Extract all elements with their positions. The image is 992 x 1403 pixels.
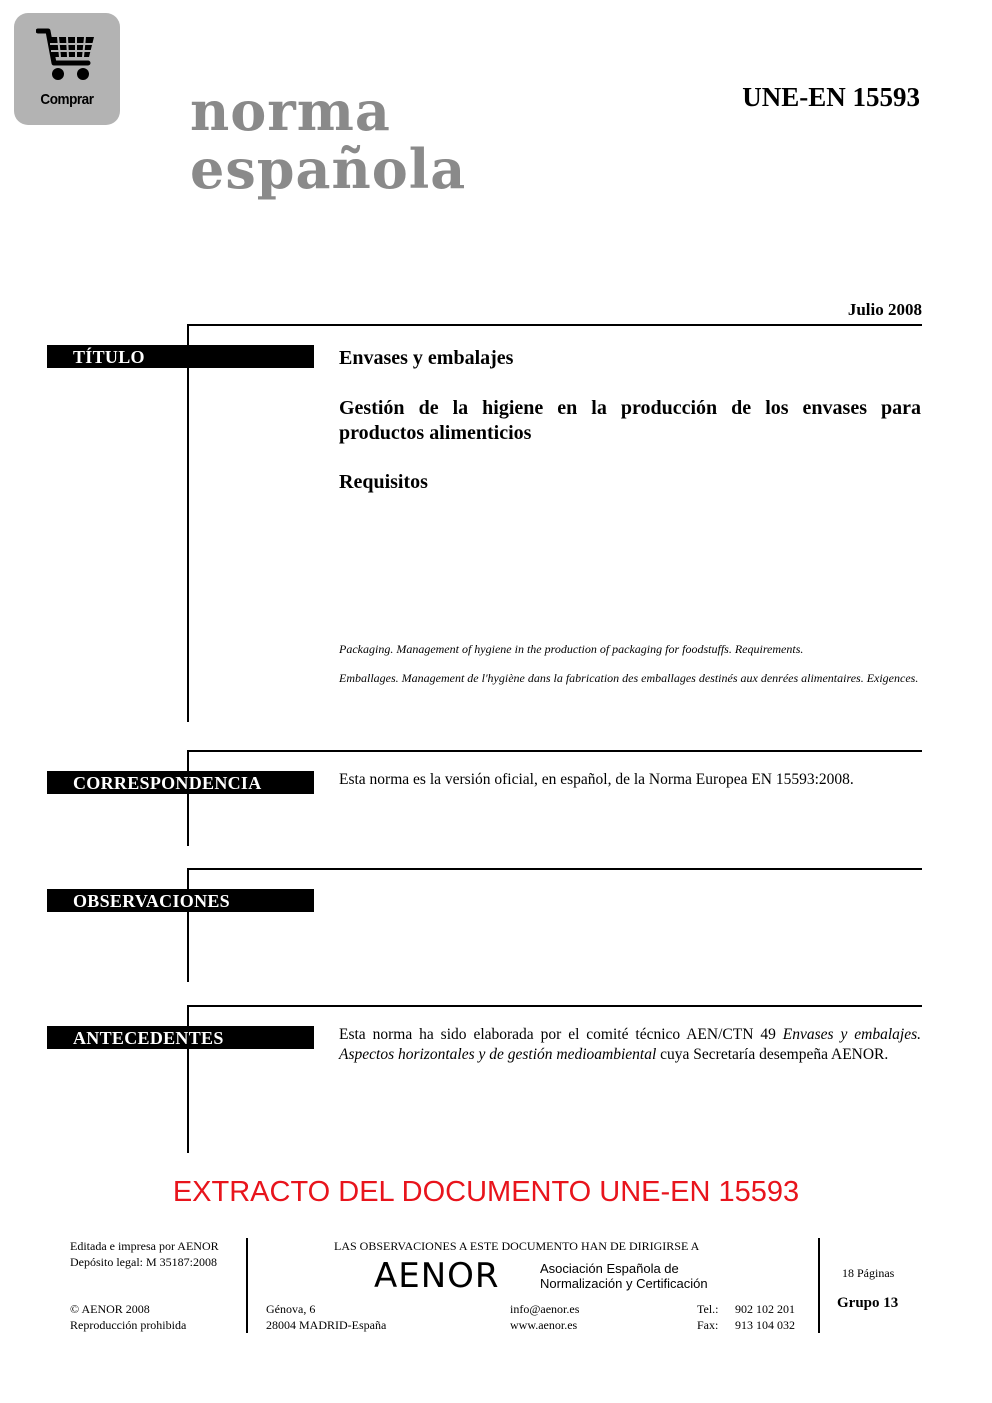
reproduction-notice: Reproducción prohibida xyxy=(70,1318,187,1332)
fax-number: 913 104 032 xyxy=(735,1318,795,1332)
legal-deposit: Depósito legal: M 35187:2008 xyxy=(70,1255,217,1269)
footer-rights xyxy=(70,1301,186,1333)
section-divider xyxy=(187,324,922,326)
address xyxy=(266,1301,386,1333)
fax-label: Fax: xyxy=(697,1318,719,1332)
website-link[interactable]: www.aenor.es xyxy=(510,1318,578,1332)
brand-line-1: norma xyxy=(190,79,391,143)
aenor-name-line-2: Normalización y Certificación xyxy=(540,1276,708,1291)
french-title: Emballages. Management de l'hygiène dans la fabrication des emballages destinés aux denrées alimentaires. Exigences. xyxy=(339,671,919,685)
english-title: Packaging. Management of hygiene in the production of packaging for foodstuffs. Requirements. xyxy=(339,642,804,656)
title-line-1: Envases y embalajes xyxy=(339,347,514,369)
address-line-1: Génova, 6 xyxy=(266,1302,316,1316)
section-divider xyxy=(187,868,922,870)
contact-phone-values xyxy=(735,1301,795,1333)
title-line-2: Gestión de la higiene en la producción de los envases para productos alimenticios xyxy=(339,397,921,444)
tel-number: 902 102 201 xyxy=(735,1302,795,1316)
aenor-name-line-1: Asociación Española de xyxy=(540,1261,679,1276)
footer-publisher xyxy=(70,1238,219,1270)
section-vertical-rule xyxy=(187,324,189,722)
edited-by: Editada e impresa por AENOR xyxy=(70,1239,219,1253)
standard-code: UNE-EN 15593 xyxy=(742,82,920,112)
brand-wordmark xyxy=(190,79,467,201)
title-line-3: Requisitos xyxy=(339,471,428,493)
publication-date: Julio 2008 xyxy=(847,300,922,319)
price-group: Grupo 13 xyxy=(837,1295,899,1311)
antecedentes-text xyxy=(339,1025,921,1065)
correspondencia-text: Esta norma es la versión oficial, en español, de la Norma Europea EN 15593:2008. xyxy=(339,771,854,788)
observations-note: LAS OBSERVACIONES A ESTE DOCUMENTO HAN DE DIRIGIRSE A xyxy=(334,1239,700,1253)
observaciones-label: OBSERVACIONES xyxy=(47,889,314,912)
section-vertical-rule xyxy=(187,750,189,846)
contact-phone-labels xyxy=(697,1301,719,1333)
antecedentes-label: ANTECEDENTES xyxy=(47,1026,314,1049)
footer-divider xyxy=(246,1238,248,1333)
page-count: 18 Páginas xyxy=(842,1266,895,1280)
footer-divider xyxy=(818,1238,820,1333)
antecedentes-text-part-2: cuya Secretaría desempeña AENOR. xyxy=(656,1046,889,1063)
extract-banner: EXTRACTO DEL DOCUMENTO UNE-EN 15593 xyxy=(172,1176,800,1208)
buy-button-label: Comprar xyxy=(40,91,94,108)
address-line-2: 28004 MADRID-España xyxy=(266,1318,387,1332)
email-link[interactable]: info@aenor.es xyxy=(510,1302,580,1316)
contact-web xyxy=(510,1301,579,1333)
buy-button[interactable] xyxy=(14,13,120,125)
copyright: © AENOR 2008 xyxy=(70,1302,150,1316)
shopping-cart-icon xyxy=(36,25,98,87)
aenor-full-name xyxy=(540,1261,708,1291)
tel-label: Tel.: xyxy=(697,1302,719,1316)
antecedentes-text-part-1: Esta norma ha sido elaborada por el comité técnico AEN/CTN 49 xyxy=(339,1026,783,1043)
committee-name: Envases y embalajes. Aspectos horizontales y de gestión medioambiental xyxy=(339,1026,921,1063)
brand-line-2: española xyxy=(190,137,467,201)
aenor-logo: AENOR xyxy=(374,1256,500,1296)
section-divider xyxy=(187,1005,922,1007)
titulo-label: TÍTULO xyxy=(47,345,314,368)
section-divider xyxy=(187,750,922,752)
correspondencia-label: CORRESPONDENCIA xyxy=(47,771,314,794)
section-vertical-rule xyxy=(187,868,189,982)
